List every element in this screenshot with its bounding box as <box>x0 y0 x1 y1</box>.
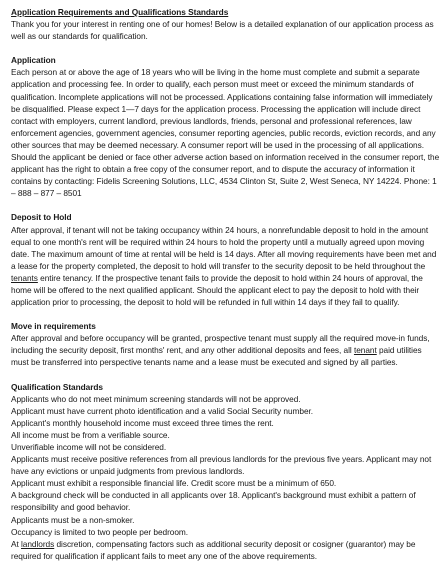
standard-item <box>11 538 441 562</box>
standard-item: Applicants who do not meet minimum screening standards will not be approved. <box>11 393 301 404</box>
standard-item: Occupancy is limited to two people per bedroom. <box>11 526 189 537</box>
section-heading: Qualification Standards <box>11 381 103 392</box>
document-title: Application Requirements and Qualifications Standards <box>11 7 229 17</box>
body-text: paid utilities must be transferred into perspective tenants name and a lease must be executed and signed by all parties. <box>11 345 422 368</box>
standard-item: Unverifiable income will not be considered. <box>11 442 167 452</box>
landlords-link[interactable]: landlords <box>21 538 55 549</box>
body-text: discretion, compensating factors such as additional security deposit or cosigner (guarantor) may be required for qualification if applicant fails to meet any one of the above requirements. <box>11 538 416 561</box>
section-body: Each person at or above the age of 18 years who will be living in the home must complete and submit a separate application and processing fee. In order to qualify, each person must meet or exceed the minimum standards of qualification. Incomplete applications will not be processed. Applications containing false information will immediately be disqualified. Please expect 1—7 days for the application process. Processing the application will include direct contact with employers, current landlord, previous landlords, friends, personal and professional references, law enforcement agencies, government agencies, consumer reporting agencies, public records, eviction records, and any other sources that may be deemed necessary. A consumer report will be used in the processing of all applications. Should the applicant be denied or face other adverse action based on information received in the consumer report, the applicant has the right to obtain a free copy of the consumer report, and to dispute the accuracy of information it contains by contacting: Fidelis Screening Solutions, LLC, 4534 Clinton St, Suite 2, West Seneca, NY 14224. Phone: 1 – 888 – 877 – 8501 <box>11 67 440 199</box>
standard-item: Applicant must have current photo identification and a valid Social Security number. <box>11 405 314 416</box>
body-text: At <box>11 538 21 549</box>
document-page <box>11 6 441 562</box>
tenant-link[interactable]: tenant <box>353 345 377 356</box>
section-body <box>11 224 441 309</box>
body-text: After approval and before occupancy will be granted, prospective tenant must supply all the required move-in funds, including the security deposit, first months' rent, and any other additional deposits and fees, all <box>11 333 430 356</box>
standard-item: Applicants must be a non-smoker. <box>11 514 135 525</box>
standard-item: All income must be from a verifiable source. <box>11 429 170 440</box>
section-qualification-standards <box>11 381 441 562</box>
standard-item: Applicants must receive positive references from all previous landlords for the previous five years. Applicant may not have any evictions or unpaid judgments from previous landlords. <box>11 454 432 477</box>
section-application <box>11 54 441 199</box>
intro-paragraph: Thank you for your interest in renting one of our homes! Below is a detailed explanation of our application process as well as our standards for qualification. <box>11 19 434 42</box>
standard-item: Applicant must exhibit a responsible financial life. Credit score must be a minimum of 650. <box>11 478 337 489</box>
section-body <box>11 332 441 368</box>
standard-item: Applicant's monthly household income must exceed three times the rent. <box>11 417 274 428</box>
body-text: After approval, if tenant will not be taking occupancy within 24 hours, a nonrefundable deposit to hold in the amount equal to one month's rent will be required within 24 hours to hold the property until a mutually agreed upon moving date. The maximum amount of time at rental will be held is 14 days. After all moving requirements have been met and a lease for the property completed, the deposit to hold will transfer to the security deposit to be held throughout the <box>11 224 437 271</box>
section-move-in <box>11 320 441 368</box>
section-heading: Move in requirements <box>11 321 96 332</box>
tenants-link[interactable]: tenants <box>11 272 38 283</box>
section-heading: Application <box>11 55 56 66</box>
section-heading: Deposit to Hold <box>11 212 72 223</box>
standard-item: A background check will be conducted in all applicants over 18. Applicant's background must exhibit a pattern of responsibility and good behavior. <box>11 490 416 513</box>
body-text: entire tenancy. If the prospective tenant fails to provide the deposit to hold within 24 hours of approval, the home will be offered to the next qualified applicant. Should the applicant elect to pay the deposit to hold with their application prior to processing, the deposit to hold will be refunded in full within 14 days if they fail to qualify. <box>11 272 423 308</box>
section-deposit-to-hold <box>11 211 441 308</box>
